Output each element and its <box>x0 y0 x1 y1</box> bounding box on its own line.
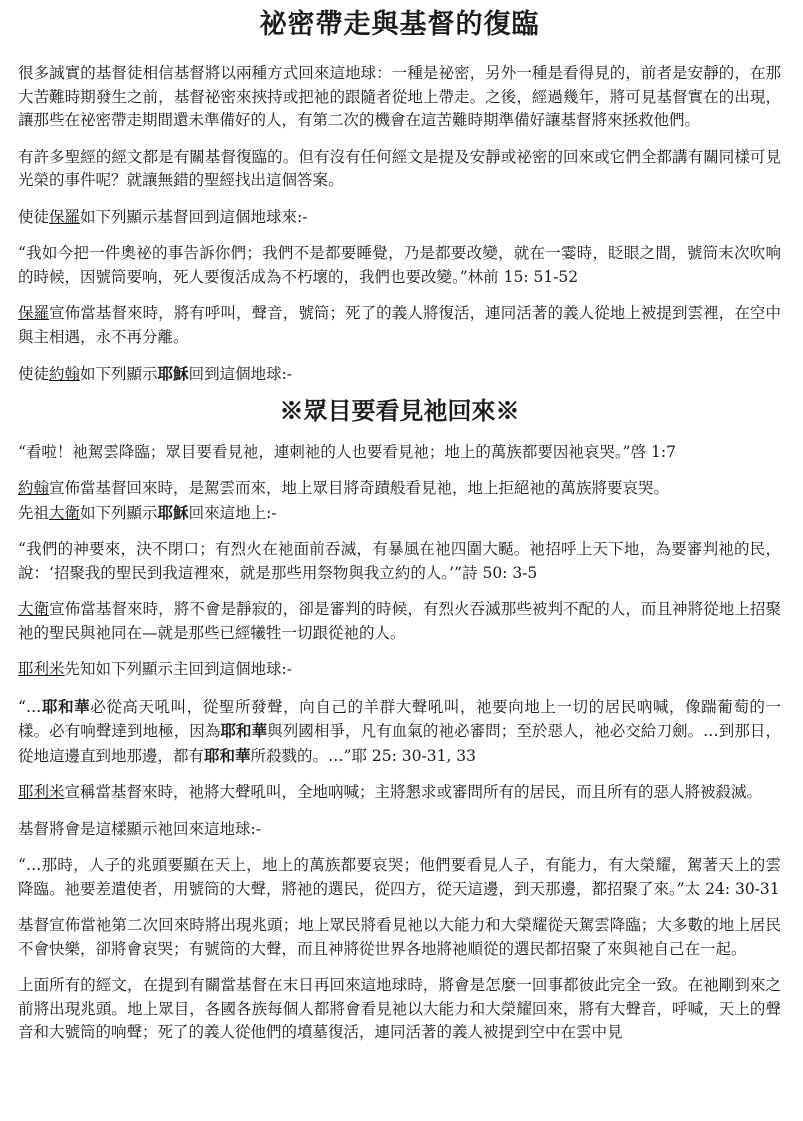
text: 回到這個地球:- <box>188 365 293 383</box>
paragraph-question: 有許多聖經的經文都是有關基督復臨的。但有沒有任何經文是提及安靜或祕密的回來或它們全都講有關同樣可見光榮的事件呢？就讓無錯的聖經找出這個答案。 <box>18 147 781 189</box>
name-jehovah: 耶和華 <box>204 745 251 765</box>
name-john: 約翰 <box>18 479 50 497</box>
quote-revelation: “看啦！祂駕雲降臨；眾目要看見祂，連刺祂的人也要看見祂；地上的萬族都要因祂哀哭。”啓 1:7 <box>18 442 676 461</box>
paragraph-paul-summary <box>18 302 781 349</box>
text: 先祖 <box>18 503 50 522</box>
name-jehovah: 耶和華 <box>220 721 268 740</box>
paragraph-john-intro <box>18 362 781 387</box>
text: 使徒 <box>18 365 50 383</box>
paragraph-christ-summary: 基督宣佈當祂第二次回來時將出現兆頭；地上眾民將看見祂以大能力和大榮耀從天駕雲降臨；大多數的地上居民不會快樂，卻將會哀哭；有號筒的大聲，而且神將從世界各地將祂順從的選民都招聚了來與祂自己在一起。 <box>18 916 781 958</box>
text: 宣佈當基督來時，將有呼叫，聲音，號筒；死了的義人將復活，連同活著的義人從地上被提到雲裡，在空中與主相遇，永不再分離。 <box>18 304 781 346</box>
name-paul: 保羅 <box>18 304 50 322</box>
text: 如下列顯示 <box>80 365 158 383</box>
text: 使徒 <box>18 207 50 226</box>
text: 必從高天吼叫，從聖所發聲，向自己的羊群大聲吼叫，祂要向地上一切的居民吶喊，像踹葡萄的一樣。必有响聲達到地極，因為 <box>18 697 781 740</box>
quote-corinthians: “我如今把一件奧祕的事告訴你們；我們不是都要睡覺，乃是都要改變，就在一霎時，眨眼之間，號筒末次吹响的時候，因號筒要响，死人要復活成為不朽壞的，我們也要改變。”林前 15: 51-52 <box>18 244 781 286</box>
paragraph-christ-intro: 基督將會是這樣顯示祂回來這地球:- <box>18 819 261 838</box>
paragraph-jeremiah-summary <box>18 781 781 805</box>
name-jeremiah: 耶利米 <box>18 660 65 678</box>
text: 宣稱當基督來時，祂將大聲吼叫，全地吶喊；主將懇求或審問所有的居民，而且所有的惡人將被殺滅。 <box>64 783 763 801</box>
name-jeremiah: 耶利米 <box>18 783 65 801</box>
name-david: 大衛 <box>18 600 50 618</box>
name-david: 大衛 <box>49 503 81 522</box>
text: 先知如下列顯示主回到這個地球:- <box>64 660 292 678</box>
text: 宣佈當基督回來時，是駕雲而來，地上眾目將奇蹟般看見祂，地上拒絕祂的萬族將要哀哭。 <box>49 479 670 497</box>
name-jesus: 耶穌 <box>157 502 189 522</box>
name-jesus: 耶穌 <box>157 364 189 383</box>
text: 宣佈當基督來時，將不會是靜寂的，卻是審判的時候，有烈火吞滅那些被判不配的人，而且神將從地上招聚祂的聖民與祂同在—就是那些已經犧牲一切跟從祂的人。 <box>18 600 781 642</box>
quote-jeremiah <box>18 695 781 769</box>
name-jehovah: 耶和華 <box>41 696 91 716</box>
quote-psalms: “我們的神要來，決不閉口；有烈火在祂面前吞滅，有暴風在祂四圍大颳。祂招呼上天下地，為要審判祂的民，說：‘招聚我的聖民到我這裡來，就是那些用祭物與我立約的人。’”詩 50: 3-5 <box>18 540 781 582</box>
text: 回來這地上:- <box>188 503 277 522</box>
paragraph-david-intro <box>18 501 781 526</box>
paragraph-jeremiah-intro <box>18 658 781 682</box>
name-paul: 保羅 <box>49 207 81 226</box>
text: 如下列顯示基督回到這個地球來:- <box>80 207 308 226</box>
section-heading: ※眾目要看見祂回來※ <box>279 395 520 425</box>
text: 所殺戮的。…”耶 25: 30-31, 33 <box>250 746 477 765</box>
quote-matthew: “…那時，人子的兆頭要顯在天上，地上的萬族都要哀哭；他們要看見人子，有能力，有大榮耀，駕著天上的雲降臨。祂要差遣使者，用號筒的大聲，將祂的選民，從四方，從天這邊，到天那邊，都招聚了來。”太 24: 30-31 <box>18 856 781 898</box>
text: 如下列顯示 <box>80 503 158 522</box>
paragraph-paul-intro <box>18 206 781 230</box>
text: “… <box>18 697 42 716</box>
paragraph-john-summary <box>18 477 781 501</box>
paragraph-conclusion: 上面所有的經文，在提到有關當基督在末日再回來這地球時，將會是怎麼一回事都彼此完全一致。在祂剛到來之前將出現兆頭。地上眾目，各國各族每個人都將會看見祂以大能力和大榮耀回來，將有大聲音，呼喊，天上的聲音和大號筒的响聲；死了的義人從他們的墳墓復活，連同活著的義人被提到空中在雲中見 <box>18 976 781 1041</box>
text: 與列國相爭，凡有血氣的祂必審問；至於惡人，祂必交給刀劍。…到那日，從地這邊直到地那邊，都有 <box>18 722 781 765</box>
paragraph-intro: 很多誠實的基督徒相信基督將以兩種方式回來這地球：一種是祕密，另外一種是看得見的，前者是安靜的，在那大苦難時期發生之前，基督祕密來挾持或把祂的跟隨者從地上帶走。之後，經過幾年，將可見基督實在的出現，讓那些在祕密帶走期間還未準備好的人，有第二次的機會在這苦難時期準備好讓基督將來拯救他們。 <box>18 64 781 129</box>
name-john: 約翰 <box>49 365 81 383</box>
paragraph-david-summary <box>18 598 781 645</box>
page-title: 祕密帶走與基督的復臨 <box>259 9 540 40</box>
